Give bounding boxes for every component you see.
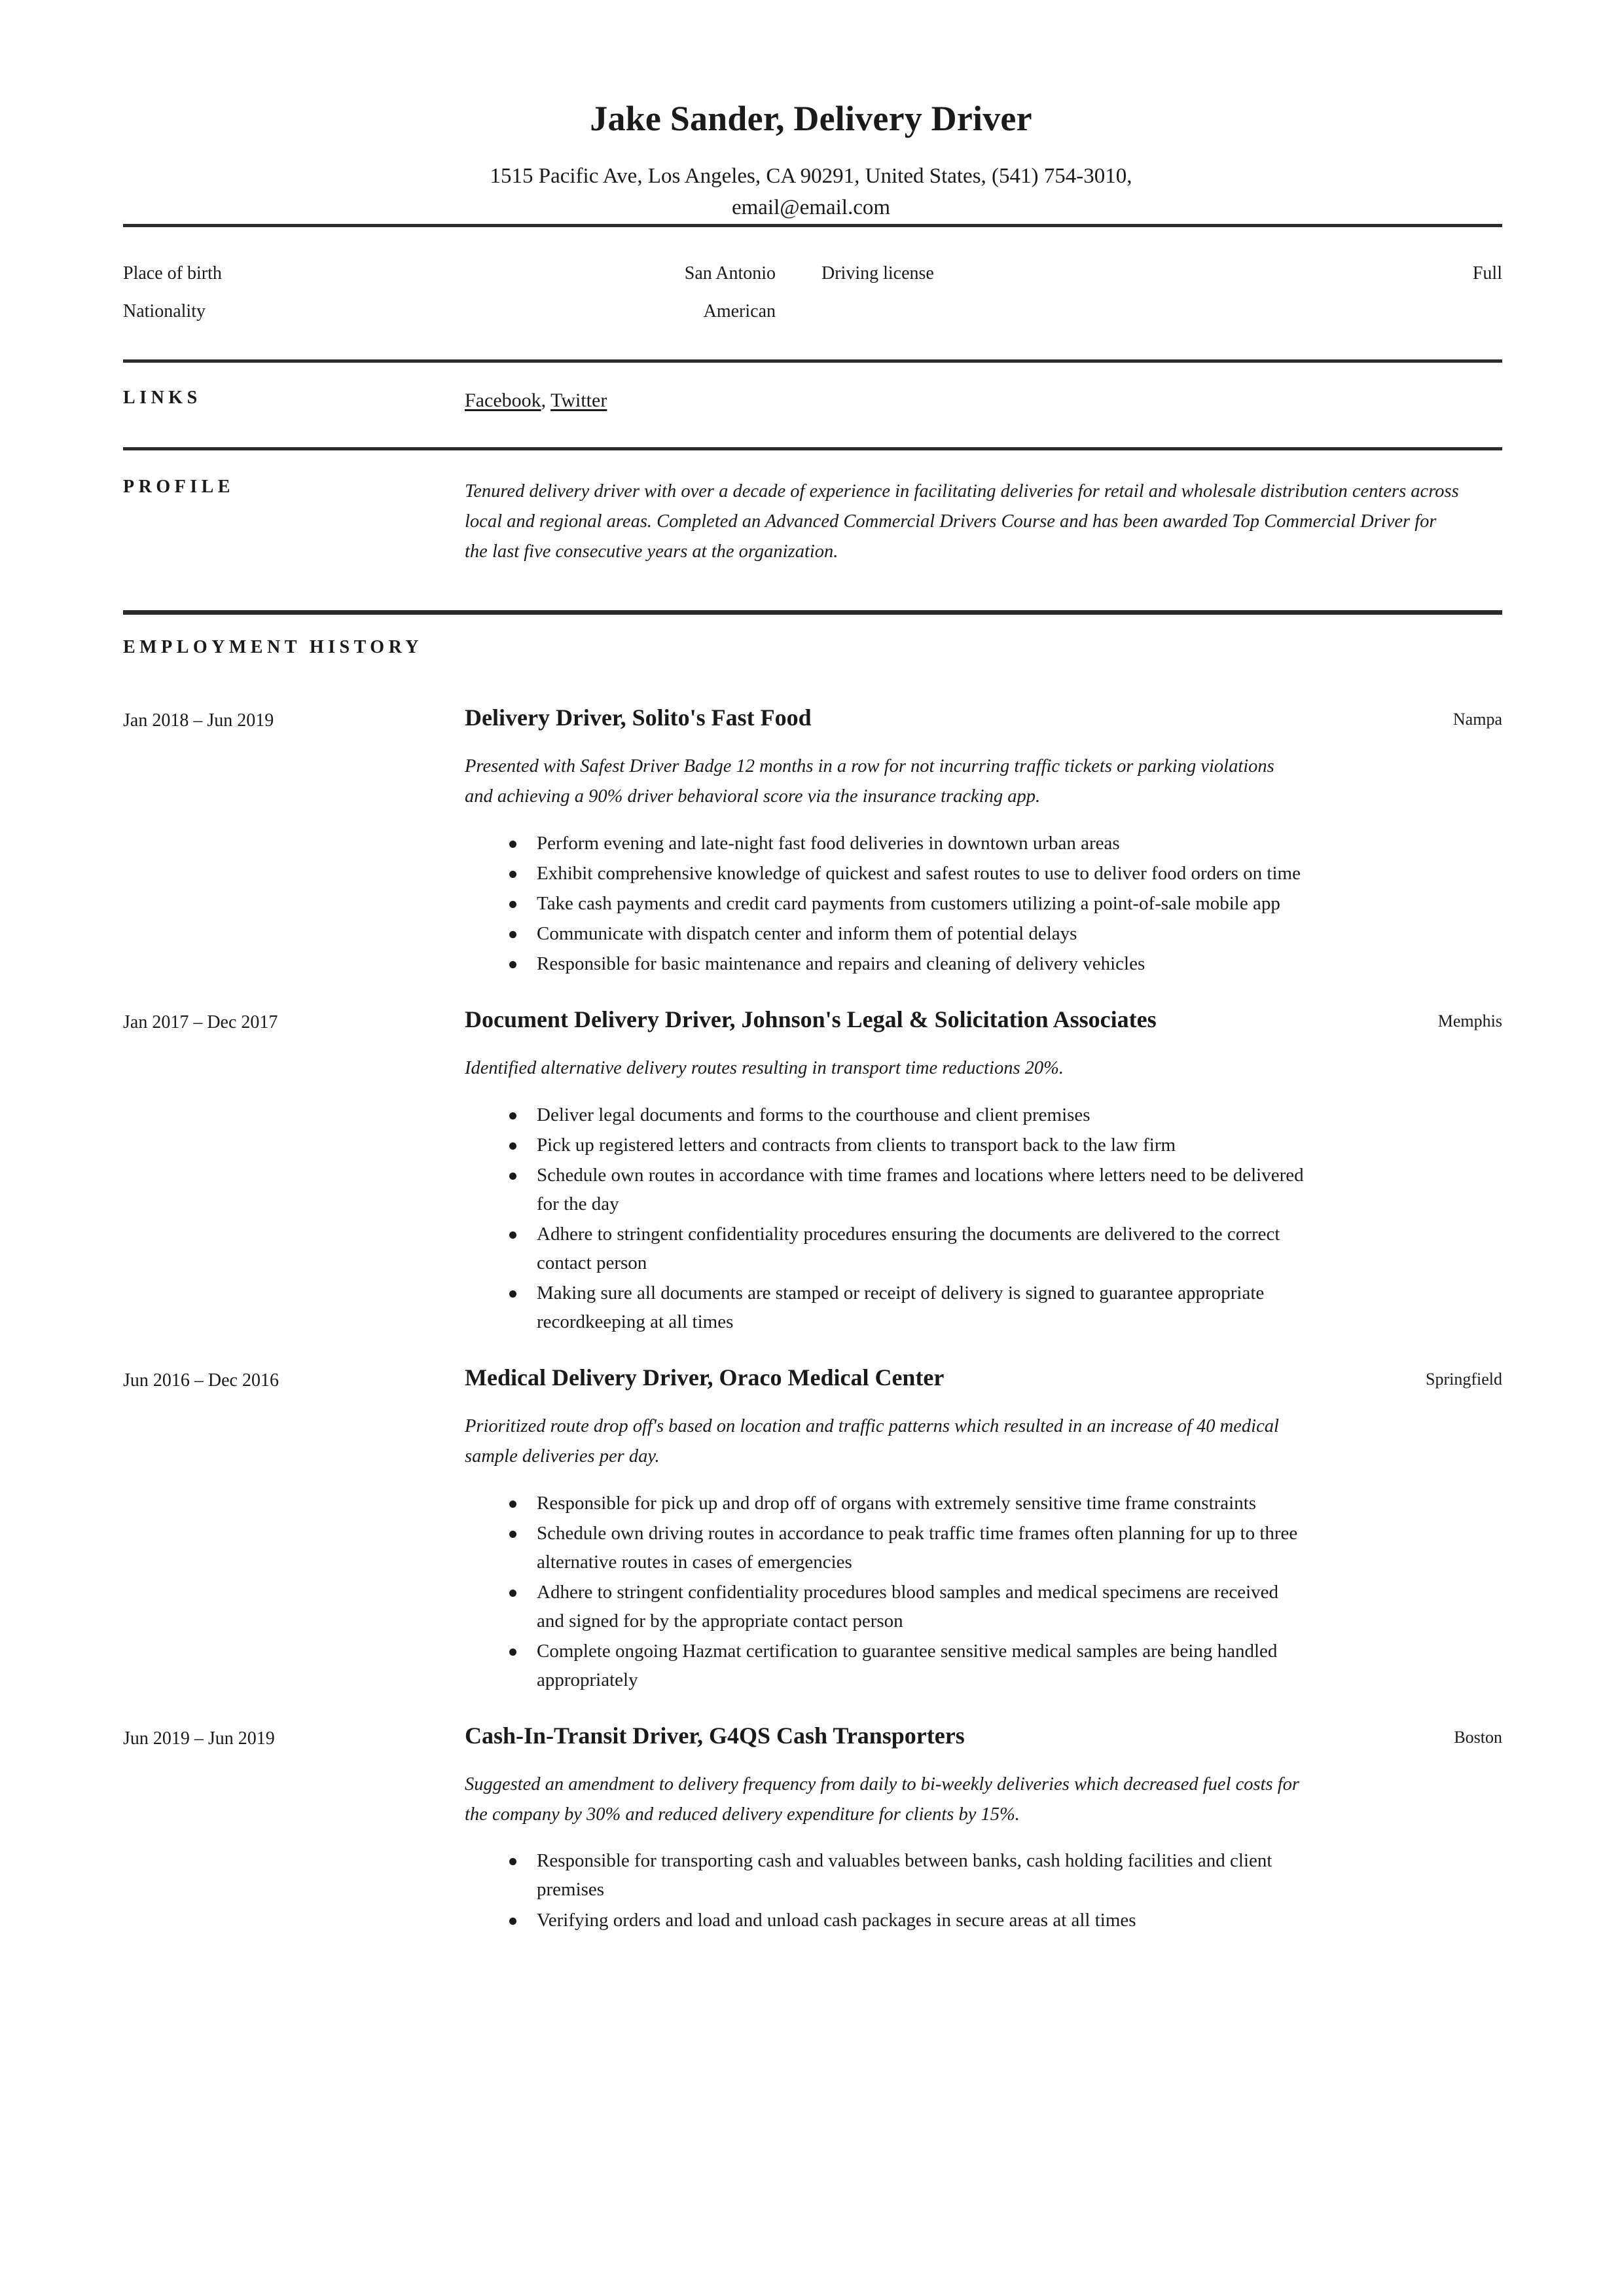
nationality-value: American [703,301,776,321]
profile-text: Tenured delivery driver with over a decade of experience in facilitating deliveries for retail and wholesale distribution centers across local and regional areas. Completed an Advanced Commercial Drivers Course and has been awarded Top Commercial Driver for the last five consecutive years at the organization. [465,481,1459,562]
job-dates: Jun 2019 – Jun 2019 [123,1728,275,1749]
job-bullet: Responsible for transporting cash and valuables between banks, cash holding facilities and client premises [509,1846,1306,1904]
job-entry [123,979,1502,1338]
employment-list [123,678,1502,1935]
profile-section [123,450,1502,610]
job-bullet: Take cash payments and credit card payments from customers utilizing a point-of-sale mobile app [509,889,1306,918]
job-bullet: Adhere to stringent confidentiality procedures blood samples and medical specimens are received and signed for by the appropriate contact person [509,1578,1306,1635]
job-bullet: Pick up registered letters and contracts from clients to transport back to the law firm [509,1131,1306,1159]
driving-license-label: Driving license [821,263,934,283]
job-description: Suggested an amendment to delivery frequency from daily to bi-weekly deliveries which decreased fuel costs for the company by 30% and reduced delivery expenditure for clients by 15%. [465,1774,1300,1825]
resume-header [0,0,1622,224]
job-title: Cash-In-Transit Driver, G4QS Cash Transporters [465,1722,965,1749]
job-bullets [465,1101,1306,1337]
place-of-birth-label: Place of birth [123,263,222,283]
link-separator: , [541,389,551,411]
link-twitter[interactable]: Twitter [550,389,607,411]
job-location: Nampa [1452,710,1502,729]
employment-history-heading: EMPLOYMENT HISTORY [123,637,424,658]
job-location: Boston [1454,1728,1502,1747]
job-title: Medical Delivery Driver, Oraco Medical Center [465,1364,945,1391]
job-bullets [465,1846,1306,1934]
job-bullets [465,1489,1306,1695]
job-dates: Jan 2018 – Jun 2019 [123,710,274,731]
job-entry [123,678,1502,979]
page-title: Jake Sander, Delivery Driver [590,99,1032,138]
job-description: Prioritized route drop off's based on location and traffic patterns which resulted in an increase of 40 medical sample deliveries per day. [465,1416,1279,1467]
job-bullet: Making sure all documents are stamped or receipt of delivery is signed to guarantee appropriate recordkeeping at all times [509,1279,1306,1336]
job-bullet: Exhibit comprehensive knowledge of quickest and safest routes to use to deliver food orders on time [509,859,1306,888]
details-row [123,255,1502,293]
employment-heading-wrap [123,615,1502,678]
job-description: Identified alternative delivery routes resulting in transport time reductions 20%. [465,1058,1064,1079]
job-bullet: Deliver legal documents and forms to the courthouse and client premises [509,1101,1306,1129]
job-title: Document Delivery Driver, Johnson's Legal & Solicitation Associates [465,1006,1157,1032]
details-row [123,293,1502,331]
job-bullet: Responsible for basic maintenance and repairs and cleaning of delivery vehicles [509,949,1306,978]
job-entry [123,1338,1502,1696]
job-bullet: Adhere to stringent confidentiality procedures ensuring the documents are delivered to the correct contact person [509,1220,1306,1277]
link-facebook[interactable]: Facebook [465,389,541,411]
job-description: Presented with Safest Driver Badge 12 months in a row for not incurring traffic tickets or parking violations and achieving a 90% driver behavioral score via the insurance tracking app. [465,756,1274,807]
contact-line: 1515 Pacific Ave, Los Angeles, CA 90291, United States, (541) 754-3010, email@email.com [490,164,1132,219]
job-bullet: Responsible for pick up and drop off of organs with extremely sensitive time frame constraints [509,1489,1306,1518]
divider-above-employment [123,610,1502,615]
job-bullet: Perform evening and late-night fast food deliveries in downtown urban areas [509,829,1306,858]
driving-license-value: Full [1472,263,1502,283]
job-bullet: Complete ongoing Hazmat certification to guarantee sensitive medical samples are being handled appropriately [509,1637,1306,1694]
personal-details-section [123,227,1502,359]
job-dates: Jan 2017 – Dec 2017 [123,1011,278,1032]
job-bullet: Schedule own driving routes in accordance to peak traffic time frames often planning for up to three alternative routes in cases of emergencies [509,1519,1306,1576]
place-of-birth-value: San Antonio [684,263,776,283]
nationality-label: Nationality [123,301,206,321]
job-location: Memphis [1437,1011,1502,1030]
job-dates: Jun 2016 – Dec 2016 [123,1370,279,1391]
job-entry [123,1696,1502,1936]
links-list [465,388,1502,413]
job-bullet: Schedule own routes in accordance with time frames and locations where letters need to be delivered for the day [509,1161,1306,1218]
job-title: Delivery Driver, Solito's Fast Food [465,704,812,731]
job-bullet: Communicate with dispatch center and inform them of potential delays [509,919,1306,948]
job-location: Springfield [1426,1370,1502,1389]
profile-heading: PROFILE [123,476,234,497]
links-section [123,363,1502,447]
job-bullets [465,829,1306,978]
links-heading: LINKS [123,387,202,408]
job-bullet: Verifying orders and load and unload cash packages in secure areas at all times [509,1906,1306,1935]
